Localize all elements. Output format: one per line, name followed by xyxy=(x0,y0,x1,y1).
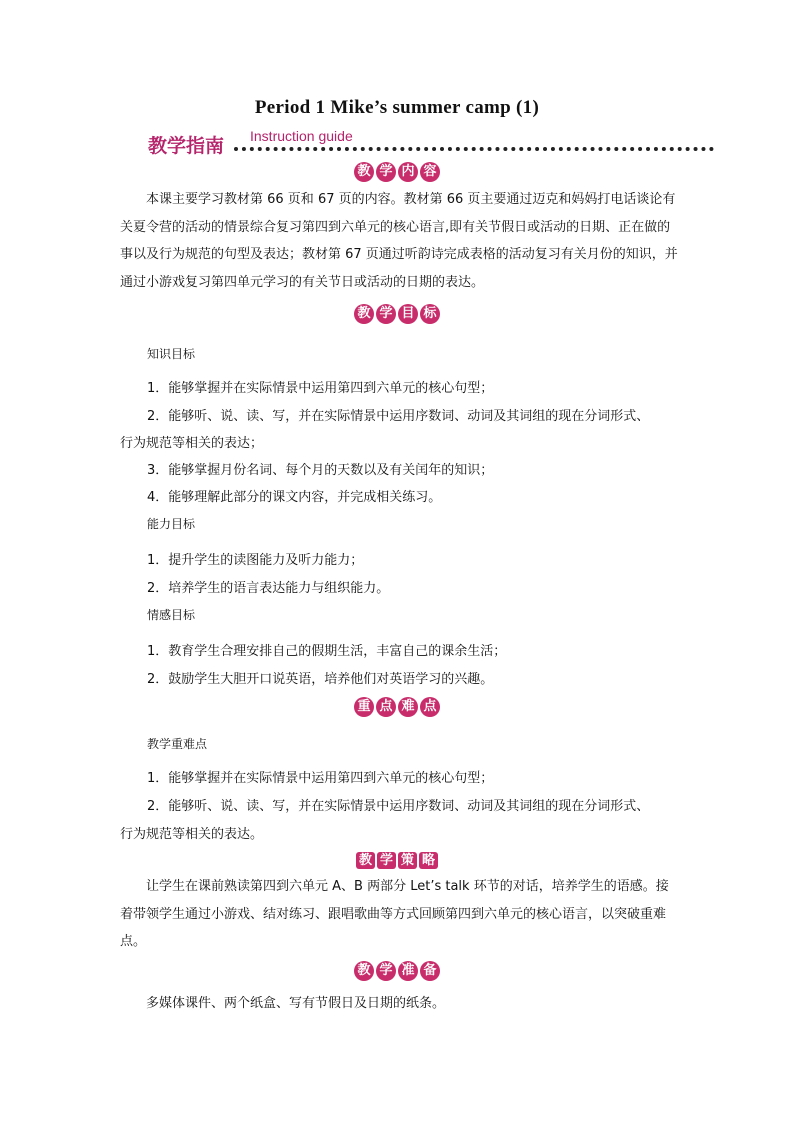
strategy-paragraph: 让学生在课前熟读第四到六单元 A、B 两部分 Let’s talk 环节的对话，培养学生的语感。接着带领学生通过小游戏、结对练习、跟唱歌曲等方式回顾第四到六单元的核心语言，以突破重难点。 xyxy=(120,879,669,949)
key-point-item-continued: 行为规范等相关的表达。 xyxy=(120,827,264,842)
emotion-goal-item: 1．教育学生合理安排自己的假期生活，丰富自己的课余生活； xyxy=(147,644,507,659)
badge-char: 准 xyxy=(398,961,418,981)
instruction-guide-header xyxy=(148,128,714,158)
guide-title-cn: 教学指南 xyxy=(148,135,225,157)
ability-goal-item: 2．培养学生的语言表达能力与组织能力。 xyxy=(147,581,390,596)
knowledge-goal-item: 3．能够掌握月份名词、每个月的天数以及有关闰年的知识； xyxy=(147,463,494,478)
badge-char: 教 xyxy=(354,304,374,324)
badge-char: 重 xyxy=(354,697,374,717)
badge-char: 点 xyxy=(420,697,440,717)
badge-teaching-content xyxy=(0,161,794,185)
key-point-item: 2．能够听、说、读、写，并在实际情景中运用序数词、动词及其词组的现在分词形式、 xyxy=(147,799,650,814)
emotion-goal-item: 2．鼓励学生大胆开口说英语，培养他们对英语学习的兴趣。 xyxy=(147,672,494,687)
badge-char: 学 xyxy=(376,304,396,324)
content-paragraph: 本课主要学习教材第 66 页和 67 页的内容。教材第 66 页主要通过迈克和妈妈打电话谈论有关夏令营的活动的情景综合复习第四到六单元的核心语言,即有关节假日或活动的日期、正在做的事以及行为规范的句型及表达；教材第 67 页通过听韵诗完成表格的活动复习有关月份的知识，并通过小游戏复习第四单元学习的有关节日或活动的日期的表达。 xyxy=(120,192,678,290)
knowledge-goal-item: 2．能够听、说、读、写，并在实际情景中运用序数词、动词及其词组的现在分词形式、 xyxy=(147,409,650,424)
badge-teaching-preparation xyxy=(0,960,794,984)
key-point-item: 1．能够掌握并在实际情景中运用第四到六单元的核心句型； xyxy=(147,771,494,786)
knowledge-goal-item-continued: 行为规范等相关的表达； xyxy=(120,436,264,451)
guide-title-en: Instruction guide xyxy=(250,128,353,144)
badge-char: 略 xyxy=(419,852,438,869)
badge-char: 点 xyxy=(376,697,396,717)
badge-char: 教 xyxy=(354,162,374,182)
knowledge-goal-item: 4．能够理解此部分的课文内容，并完成相关练习。 xyxy=(147,490,442,505)
badge-char: 教 xyxy=(354,961,374,981)
dotted-divider xyxy=(234,147,714,151)
badge-char: 内 xyxy=(398,162,418,182)
preparation-paragraph: 多媒体课件、两个纸盒、写有节假日及日期的纸条。 xyxy=(146,996,446,1011)
badge-char: 容 xyxy=(420,162,440,182)
knowledge-goal-item: 1．能够掌握并在实际情景中运用第四到六单元的核心句型； xyxy=(147,381,494,396)
badge-teaching-goals xyxy=(0,303,794,327)
knowledge-goals-label: 知识目标 xyxy=(147,347,196,361)
badge-char: 教 xyxy=(356,852,375,869)
badge-char: 策 xyxy=(398,852,417,869)
badge-char: 目 xyxy=(398,304,418,324)
badge-key-points xyxy=(0,696,794,720)
badge-char: 学 xyxy=(376,162,396,182)
badge-char: 学 xyxy=(377,852,396,869)
badge-char: 学 xyxy=(376,961,396,981)
lesson-title: Period 1 Mike’s summer camp (1) xyxy=(254,97,540,118)
badge-char: 备 xyxy=(420,961,440,981)
ability-goals-label: 能力目标 xyxy=(147,517,196,531)
emotion-goals-label: 情感目标 xyxy=(147,608,196,622)
badge-char: 标 xyxy=(420,304,440,324)
ability-goal-item: 1．提升学生的读图能力及听力能力； xyxy=(147,553,364,568)
badge-char: 难 xyxy=(398,697,418,717)
key-points-label: 教学重难点 xyxy=(147,737,208,751)
badge-teaching-strategy xyxy=(0,850,794,874)
